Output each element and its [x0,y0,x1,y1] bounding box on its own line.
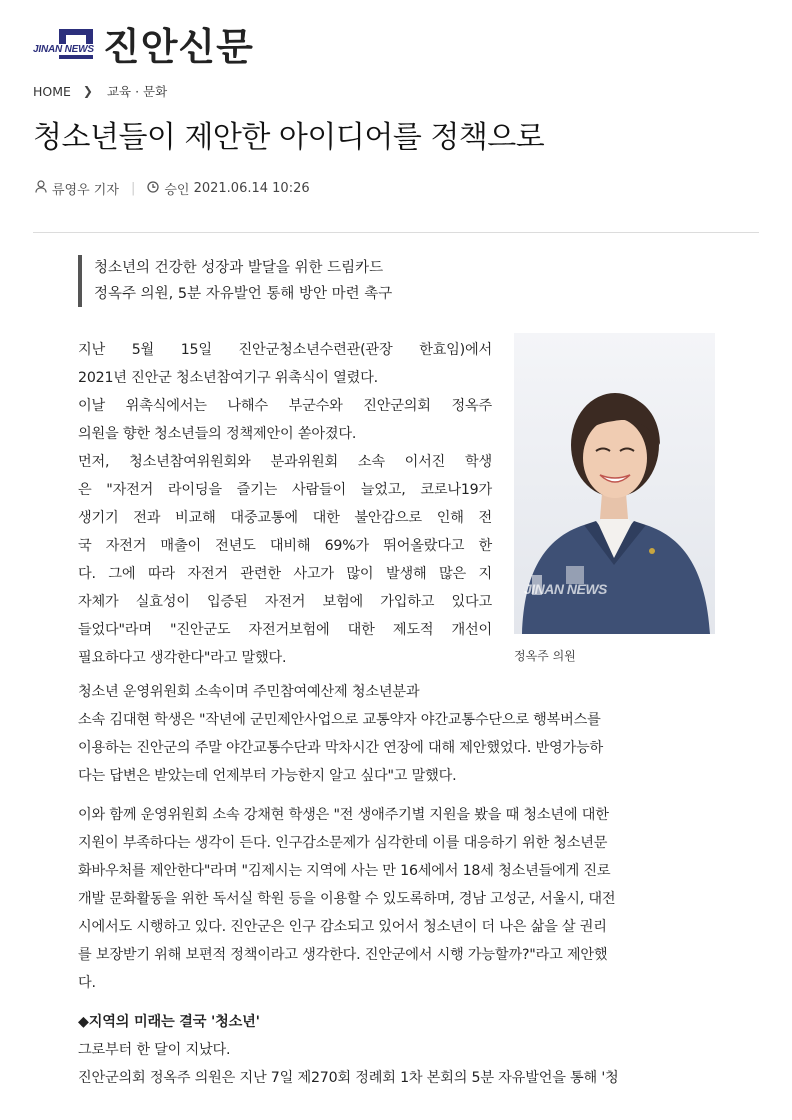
section-title: ◆지역의 미래는 결국 '청소년' [78,1014,260,1030]
author-name[interactable]: 류영우 기자 [52,183,119,198]
logo-korean: 진안신문 [103,25,254,69]
clock-icon [147,181,159,197]
photo-caption: 정옥주 의원 [514,649,576,663]
paragraph [78,336,492,392]
logo-mark [33,27,97,67]
approved-time: 2021.06.14 10:26 [193,181,310,196]
paragraph [78,392,492,448]
article-meta [35,179,310,198]
text-line: 자체가 실효성이 입증된 자전거 보험에 가입하고 있다고 [78,594,492,610]
text-line: 화바우처를 제안한다"라며 "김제시는 지역에 사는 만 16세에서 18세 청소년들에게 진로 [78,863,611,879]
breadcrumb [33,82,167,100]
text-line: 그로부터 한 달이 지났다. [78,1042,231,1058]
text-line: 다. 그에 따라 자전거 관련한 사고가 많이 발생해 많은 지 [78,566,492,582]
text-line: 개발 문화활동을 위한 독서실 학원 등을 이용할 수 있도록하며, 경남 고성군, 서울시, 대전 [78,891,616,907]
paragraph [78,1008,716,1092]
text-line: 다는 답변은 받았는데 언제부터 가능한지 알고 싶다"고 말했다. [78,768,457,784]
text-line: 시에서도 시행하고 있다. 진안군은 인구 감소되고 있어서 청소년이 더 나은 삶을 살 권리 [78,919,607,935]
text-line: 지난 5월 15일 진안군청소년수련관(관장 한효임)에서 [78,342,492,358]
breadcrumb-home[interactable]: HOME [33,83,71,99]
text-line: 국 자전거 매출이 전년도 대비해 69%가 뛰어올랐다고 한 [78,538,492,554]
header-divider [33,232,759,233]
text-line: 먼저, 청소년참여위원회와 분과위원회 소속 이서진 학생 [78,454,492,470]
text-line: 이용하는 진안군의 주말 야간교통수단과 막차시간 연장에 대해 제안했었다. 반영가능하 [78,740,603,756]
user-icon [35,180,47,197]
text-line: 이와 함께 운영위원회 소속 강채현 학생은 "전 생애주기별 지원을 봤을 때 청소년에 대한 [78,807,609,823]
text-line: 은 "자전거 라이딩을 즐기는 사람들이 늘었고, 코로나19가 [78,482,492,498]
text-line: 들었다"라며 "진안군도 자전거보험에 대한 제도적 개선이 [78,622,492,638]
paragraph [78,678,716,790]
site-logo[interactable] [33,24,254,70]
text-line: 이날 위촉식에서는 나해수 부군수와 진안군의회 정옥주 [78,398,492,414]
meta-divider: | [130,181,136,196]
breadcrumb-category[interactable]: 교육 · 문화 [106,84,168,99]
photo-watermark: JINAN NEWS [524,581,607,597]
approved-label: 승인 [164,183,190,198]
text-line: 진안군의회 정옥주 의원은 지난 7일 제270회 정례회 1차 본회의 5분 자유발언을 통해 '청 [78,1070,619,1086]
text-line: 다. [78,975,96,991]
article-photo[interactable] [514,333,715,634]
subheadline-block [78,255,392,307]
text-line: 생기기 전과 비교해 대중교통에 대한 불안감으로 인해 전 [78,510,492,526]
text-line: 필요하다고 생각한다"라고 말했다. [78,650,287,666]
logo-english: JINAN NEWS [33,44,94,55]
text-line: 청소년 운영위원회 소속이며 주민참여예산제 청소년분과 [78,684,420,700]
paragraph [78,448,492,672]
subheadline: 청소년의 건강한 성장과 발달을 위한 드림카드 [94,260,384,276]
paragraph [78,801,716,997]
text-line: 2021년 진안군 청소년참여기구 위촉식이 열렸다. [78,370,378,386]
text-line: 를 보장받기 위해 보편적 정책이라고 생각한다. 진안군에서 시행 가능할까?"라고 제안했 [78,947,608,963]
text-line: 지원이 부족하다는 생각이 든다. 인구감소문제가 심각한데 이를 대응하기 위한 청소년문 [78,835,608,851]
chevron-right-icon: ❯ [82,84,93,98]
article-title: 청소년들이 제안한 아이디어를 정책으로 [33,120,545,155]
subheadline: 정옥주 의원, 5분 자유발언 통해 방안 마련 촉구 [94,286,393,302]
text-line: 소속 김대현 학생은 "작년에 군민제안사업으로 교통약자 야간교통수단으로 행복버스를 [78,712,601,728]
text-line: 의원을 향한 청소년들의 정책제안이 쏟아졌다. [78,426,357,442]
